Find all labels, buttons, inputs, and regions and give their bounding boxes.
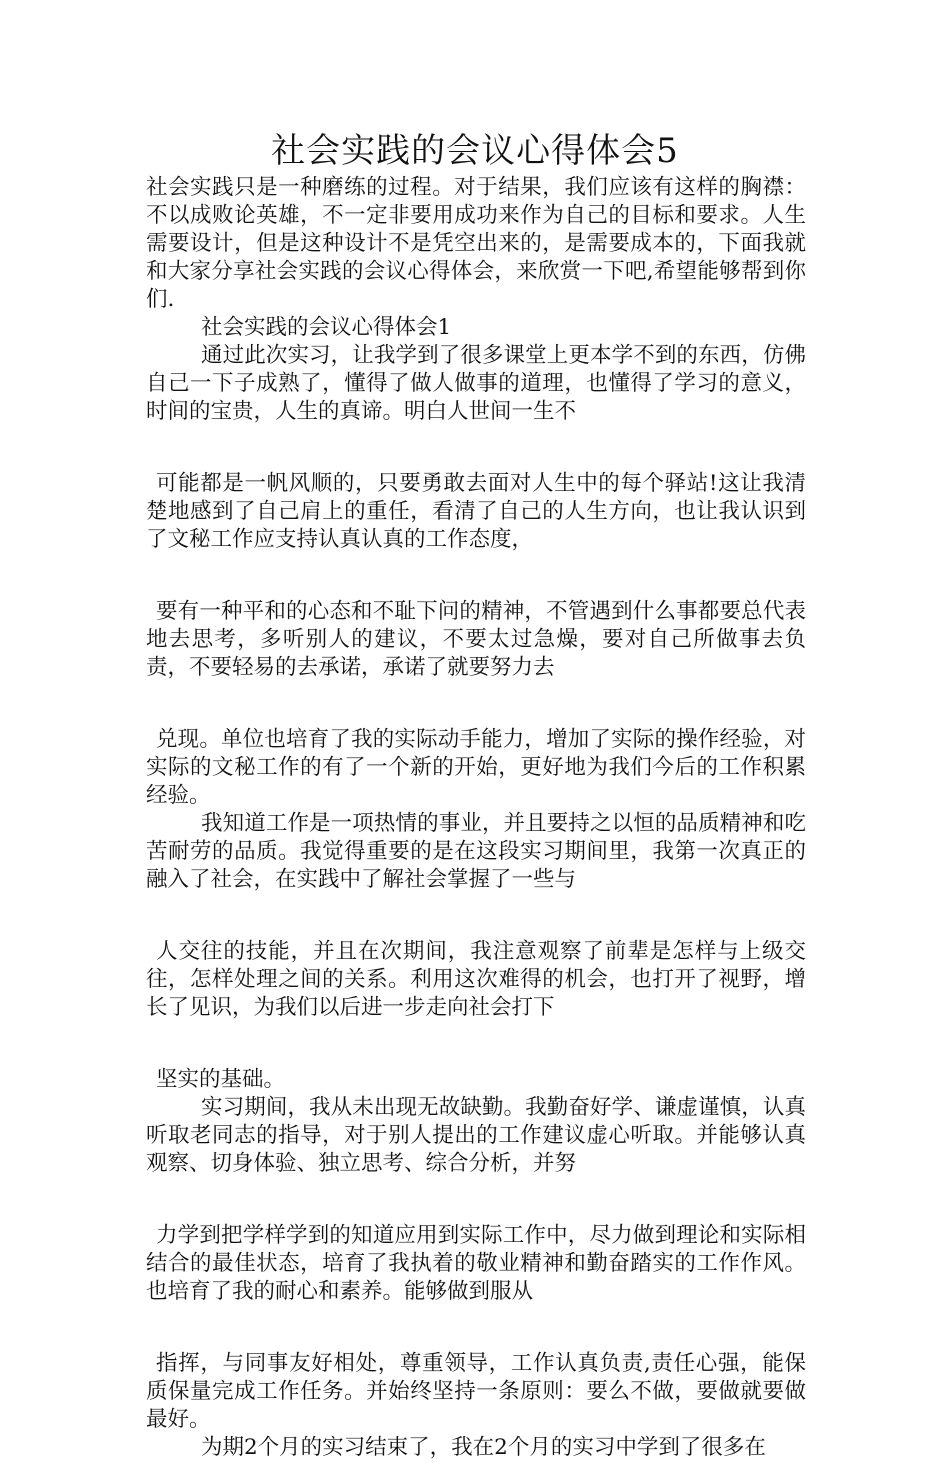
body-paragraph: 实习期间，我从未出现无故缺勤。我勤奋好学、谦虚谨慎，认真听取老同志的指导，对于别人提出的工作建议虚心听取。并能够认真观察、切身体验、独立思考、综合分析，并努 [146, 1095, 806, 1176]
body-paragraph: 坚实的基础。 [156, 1067, 286, 1092]
document-title: 社会实践的会议心得体会5 [271, 131, 679, 171]
body-paragraph: 为期2个月的实习结束了，我在2个月的实习中学到了很多在 [201, 1435, 766, 1460]
body-paragraph: 人交往的技能，并且在次期间，我注意观察了前辈是怎样与上级交往，怎样处理之间的关系。利用这次难得的机会，也打开了视野，增长了见识，为我们以后进一步走向社会打下 [146, 939, 806, 1020]
section-heading: 社会实践的会议心得体会1 [201, 315, 452, 340]
body-paragraph: 通过此次实习，让我学到了很多课堂上更本学不到的东西，仿佛自己一下子成熟了，懂得了做人做事的道理，也懂得了学习的意义，时间的宝贵，人生的真谛。明白人世间一生不 [146, 343, 806, 424]
document-body [146, 174, 806, 1462]
body-paragraph: 兑现。单位也培育了我的实际动手能力，增加了实际的操作经验，对实际的文秘工作的有了一个新的开始，更好地为我们今后的工作积累经验。 [146, 727, 806, 808]
body-paragraph: 力学到把学样学到的知道应用到实际工作中，尽力做到理论和实际相结合的最佳状态，培育了我执着的敬业精神和勤奋踏实的工作作风。也培育了我的耐心和素养。能够做到服从 [146, 1223, 806, 1304]
body-paragraph: 指挥，与同事友好相处，尊重领导，工作认真负责,责任心强，能保质保量完成工作任务。并始终坚持一条原则：要么不做，要做就要做最好。 [146, 1351, 806, 1432]
body-paragraph: 可能都是一帆风顺的，只要勇敢去面对人生中的每个驿站!这让我清楚地感到了自己肩上的重任，看清了自己的人生方向，也让我认识到了文秘工作应支持认真认真的工作态度， [146, 471, 806, 552]
body-paragraph: 要有一种平和的心态和不耻下问的精神，不管遇到什么事都要总代表地去思考，多听别人的建议，不要太过急燥，要对自己所做事去负责，不要轻易的去承诺，承诺了就要努力去 [146, 599, 806, 680]
intro-paragraph: 社会实践只是一种磨练的过程。对于结果，我们应该有这样的胸襟：不以成败论英雄，不一定非要用成功来作为自己的目标和要求。人生需要设计，但是这种设计不是凭空出来的，是需要成本的，下面我就和大家分享社会实践的会议心得体会，来欣赏一下吧,希望能够帮到你们. [146, 175, 806, 312]
body-paragraph: 我知道工作是一项热情的事业，并且要持之以恒的品质精神和吃苦耐劳的品质。我觉得重要的是在这段实习期间里，我第一次真正的融入了社会，在实践中了解社会掌握了一些与 [146, 811, 806, 892]
